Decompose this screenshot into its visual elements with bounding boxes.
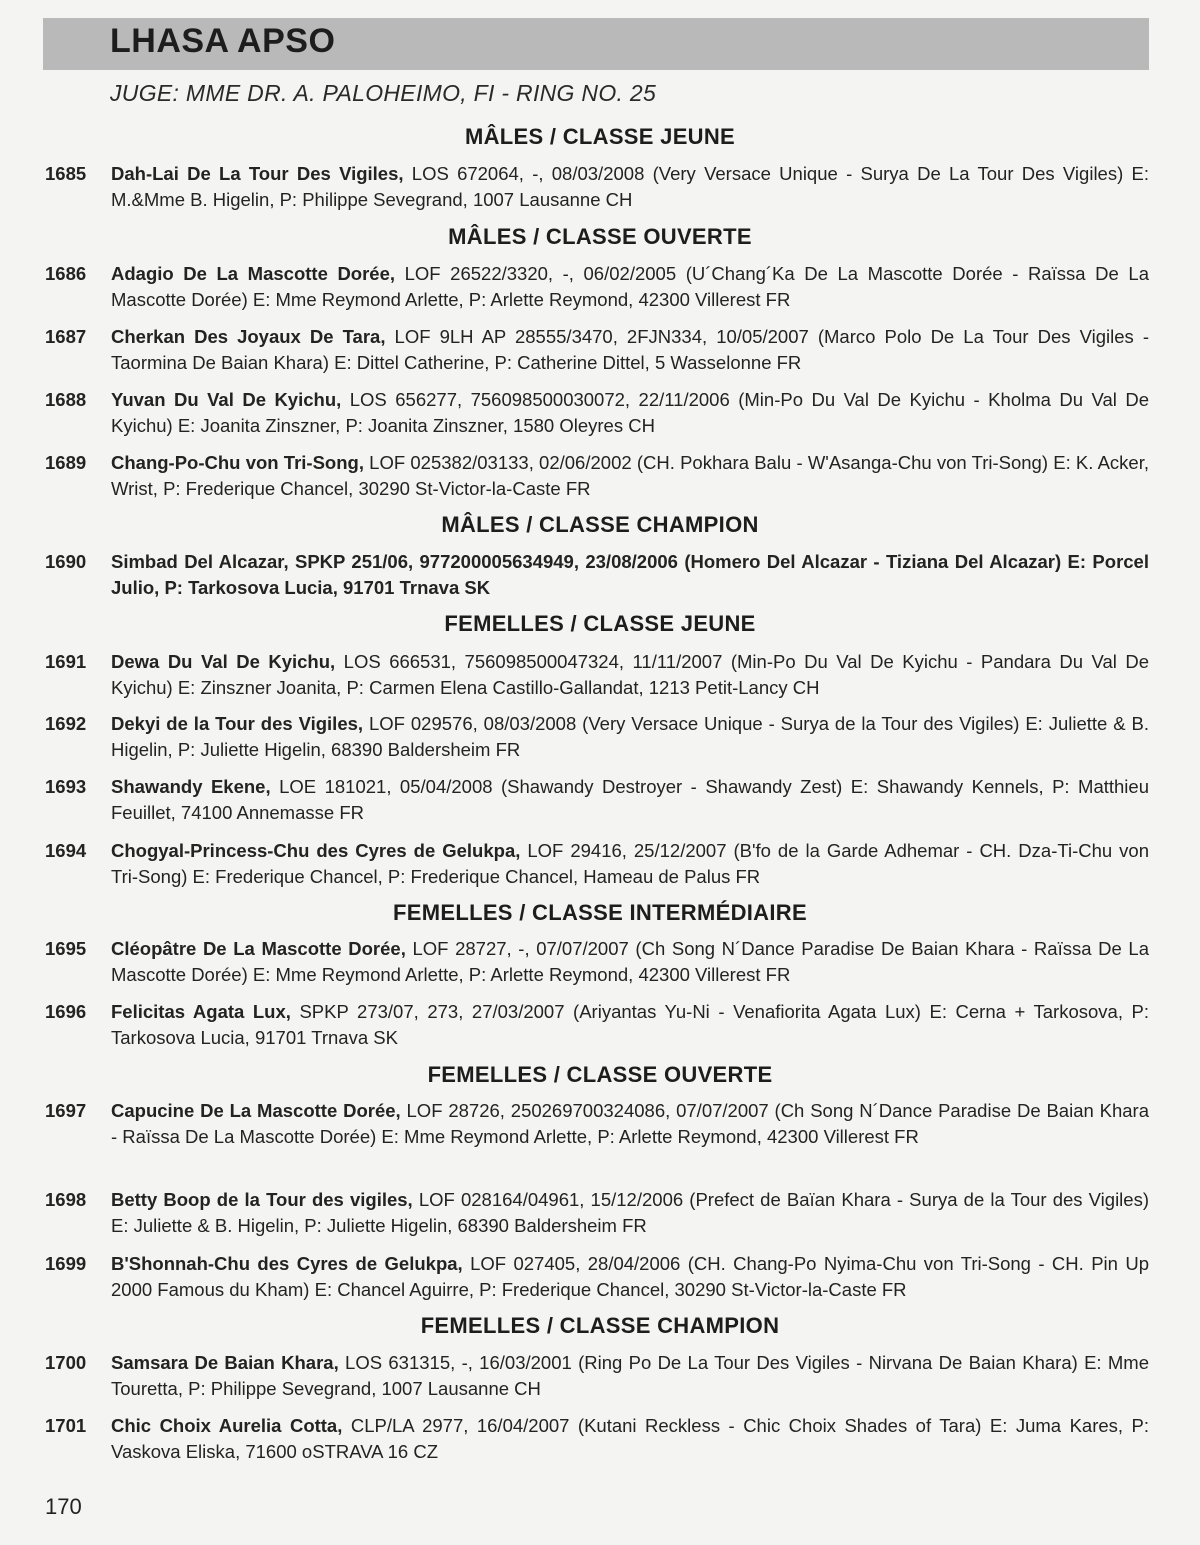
entry-name: B'Shonnah-Chu des Cyres de Gelukpa,: [111, 1253, 463, 1274]
entry-name: Cherkan Des Joyaux De Tara,: [111, 326, 386, 347]
entry-details: LOS 656277, 756098500030072, 22/11/2006 (Min-Po Du Val De Kyichu - Kholma Du Val De Kyichu) E: Joanita Zinszner, P: Joanita Zinszner, 1580 Oleyres CH: [111, 389, 1149, 436]
entry-number: 1687: [45, 326, 87, 347]
entry-details: LOF 029576, 08/03/2008 (Very Versace Unique - Surya de la Tour des Vigiles) E: Juliette & B. Higelin, P: Juliette Higelin, 68390 Baldersheim FR: [111, 713, 1149, 760]
entry-number: 1688: [45, 389, 87, 410]
section-header: FEMELLES / CLASSE JEUNE: [444, 611, 756, 636]
entry-text: [111, 999, 1149, 1051]
entry-text: [111, 649, 1149, 701]
entry-text: [111, 450, 1149, 502]
entry-name: Dekyi de la Tour des Vigiles,: [111, 713, 364, 734]
entry-name: Dewa Du Val De Kyichu,: [111, 651, 336, 672]
entry-number: 1686: [45, 263, 87, 284]
entry-name: Samsara De Baian Khara,: [111, 1352, 339, 1373]
section-header: FEMELLES / CLASSE CHAMPION: [420, 1313, 780, 1338]
entry-number: 1690: [45, 551, 87, 572]
entry-text: [111, 261, 1149, 313]
section-header: MÂLES / CLASSE JEUNE: [464, 124, 736, 149]
breed-title: LHASA APSO: [110, 22, 336, 60]
entry-number: 1693: [45, 776, 87, 797]
entry-details: LOS 672064, -, 08/03/2008 (Very Versace Unique - Surya De La Tour Des Vigiles) E: M.&Mme B. Higelin, P: Philippe Sevegrand, 1007 Lausanne CH: [111, 163, 1149, 210]
entry-details: LOF 025382/03133, 02/06/2002 (CH. Pokhara Balu - W'Asanga-Chu von Tri-Song) E: K. Acker, Wrist, P: Frederique Chancel, 30290 St-Victor-la-Caste FR: [111, 452, 1150, 499]
entry-number: 1698: [45, 1189, 87, 1210]
entry-number: 1696: [45, 1001, 87, 1022]
entry-text: [111, 161, 1149, 213]
entry-text: [111, 387, 1149, 439]
page-number: 170: [45, 1494, 82, 1519]
entry-details: SPKP 251/06, 977200005634949, 23/08/2006 (Homero Del Alcazar - Tiziana Del Alcazar) E: Porcel Julio, P: Tarkosova Lucia, 91701 Trnava SK: [111, 551, 1149, 598]
entry-name: Chic Choix Aurelia Cotta,: [111, 1415, 343, 1436]
section-header: FEMELLES / CLASSE INTERMÉDIAIRE: [393, 900, 807, 925]
entry-number: 1692: [45, 713, 87, 734]
entry-text: [111, 324, 1149, 376]
entry-text: [111, 1187, 1149, 1239]
entry-details: CLP/LA 2977, 16/04/2007 (Kutani Reckless - Chic Choix Shades of Tara) E: Juma Kares, P: Vaskova Eliska, 71600 oSTRAVA 16 CZ: [111, 1415, 1149, 1462]
entry-text: [111, 1350, 1149, 1402]
entry-name: Shawandy Ekene,: [111, 776, 271, 797]
entry-text: [111, 1098, 1149, 1150]
entry-name: Capucine De La Mascotte Dorée,: [111, 1100, 401, 1121]
entry-details: LOF 26522/3320, -, 06/02/2005 (U´Chang´Ka De La Mascotte Dorée - Raïssa De La Mascotte Dorée) E: Mme Reymond Arlette, P: Arlette Reymond, 42300 Villerest FR: [111, 263, 1149, 310]
entry-details: LOF 9LH AP 28555/3470, 2FJN334, 10/05/2007 (Marco Polo De La Tour Des Vigiles - Taormina De Baian Khara) E: Dittel Catherine, P: Catherine Dittel, 5 Wasselonne FR: [111, 326, 1149, 373]
entry-name: Felicitas Agata Lux,: [111, 1001, 291, 1022]
entry-number: 1701: [45, 1415, 87, 1436]
entry-details: SPKP 273/07, 273, 27/03/2007 (Ariyantas Yu-Ni - Venafiorita Agata Lux) E: Cerna + Tarkosova, P: Tarkosova Lucia, 91701 Trnava SK: [111, 1001, 1149, 1048]
entry-name: Simbad Del Alcazar,: [111, 551, 289, 572]
entry-text: [111, 774, 1149, 826]
entry-text: [111, 1413, 1149, 1465]
entry-name: Chang-Po-Chu von Tri-Song,: [111, 452, 364, 473]
entry-text: [111, 1251, 1149, 1303]
entry-details: LOF 28727, -, 07/07/2007 (Ch Song N´Dance Paradise De Baian Khara - Raïssa De La Mascotte Dorée) E: Mme Reymond Arlette, P: Arlette Reymond, 42300 Villerest FR: [111, 938, 1149, 985]
section-header: MÂLES / CLASSE CHAMPION: [441, 512, 759, 537]
section-header: FEMELLES / CLASSE OUVERTE: [427, 1062, 773, 1087]
entry-details: LOF 028164/04961, 15/12/2006 (Prefect de Baïan Khara - Surya de la Tour des Vigiles) E: Juliette & B. Higelin, P: Juliette Higelin, 68390 Baldersheim FR: [111, 1189, 1149, 1236]
entry-text: [111, 936, 1149, 988]
entry-number: 1700: [45, 1352, 87, 1373]
entry-name: Yuvan Du Val De Kyichu,: [111, 389, 342, 410]
entry-text: [111, 838, 1149, 890]
entry-number: 1689: [45, 452, 87, 473]
entry-name: Cléopâtre De La Mascotte Dorée,: [111, 938, 406, 959]
entry-name: Dah-Lai De La Tour Des Vigiles,: [111, 163, 404, 184]
entry-text: [111, 711, 1149, 763]
entry-details: LOF 027405, 28/04/2006 (CH. Chang-Po Nyima-Chu von Tri-Song - CH. Pin Up 2000 Famous du Kham) E: Chancel Aguirre, P: Frederique Chancel, 30290 St-Victor-la-Caste FR: [111, 1253, 1149, 1300]
entry-number: 1685: [45, 163, 87, 184]
entry-text: [111, 549, 1149, 601]
entry-name: Betty Boop de la Tour des vigiles,: [111, 1189, 413, 1210]
judge-line: JUGE: MME DR. A. PALOHEIMO, FI - RING NO. 25: [110, 80, 657, 106]
entry-details: LOF 28726, 250269700324086, 07/07/2007 (Ch Song N´Dance Paradise De Baian Khara - Raïssa De La Mascotte Dorée) E: Mme Reymond Arlette, P: Arlette Reymond, 42300 Villerest FR: [111, 1100, 1149, 1147]
entry-number: 1697: [45, 1100, 87, 1121]
entry-name: Chogyal-Princess-Chu des Cyres de Gelukpa,: [111, 840, 521, 861]
entry-number: 1694: [45, 840, 87, 861]
entry-details: LOE 181021, 05/04/2008 (Shawandy Destroyer - Shawandy Zest) E: Shawandy Kennels, P: Matthieu Feuillet, 74100 Annemasse FR: [111, 776, 1149, 823]
section-header: MÂLES / CLASSE OUVERTE: [448, 224, 752, 249]
entry-number: 1695: [45, 938, 87, 959]
entry-number: 1699: [45, 1253, 87, 1274]
entry-details: LOS 666531, 756098500047324, 11/11/2007 (Min-Po Du Val De Kyichu - Pandara Du Val De Kyichu) E: Zinszner Joanita, P: Carmen Elena Castillo-Gallandat, 1213 Petit-Lancy CH: [111, 651, 1150, 698]
entry-details: LOF 29416, 25/12/2007 (B'fo de la Garde Adhemar - CH. Dza-Ti-Chu von Tri-Song) E: Frederique Chancel, P: Frederique Chancel, Hameau de Palus FR: [111, 840, 1149, 887]
entry-details: LOS 631315, -, 16/03/2001 (Ring Po De La Tour Des Vigiles - Nirvana De Baian Khara) E: Mme Touretta, P: Philippe Sevegrand, 1007 Lausanne CH: [111, 1352, 1150, 1399]
entry-number: 1691: [45, 651, 87, 672]
entry-name: Adagio De La Mascotte Dorée,: [111, 263, 396, 284]
